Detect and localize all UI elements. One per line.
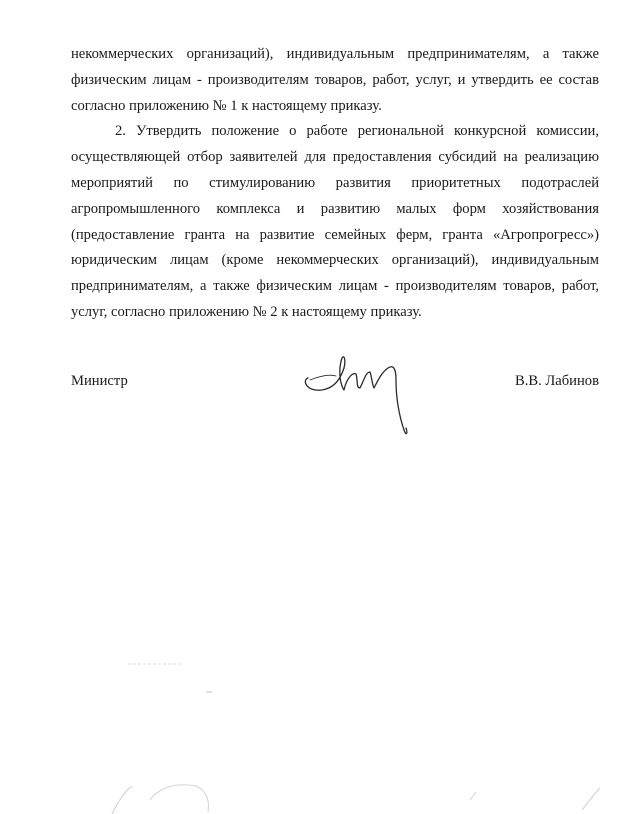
document-body	[71, 42, 599, 326]
signatory-position: Министр	[71, 373, 128, 389]
paragraph-continuation: некоммерческих организаций), индивидуальным предпринимателям, а также физическим лицам - производителям товаров, работ, услуг, и утвердить ее состав согласно приложению № 1 к настоящему приказу.	[71, 46, 599, 114]
scan-artifacts	[0, 640, 640, 814]
signatory-name: В.В. Лабинов	[514, 373, 599, 389]
handwritten-signature-icon	[300, 350, 420, 450]
paragraph-item-2: 2. Утвердить положение о работе региональной конкурсной комиссии, осуществляющей отбор заявителей для предоставления субсидий на реализацию мероприятий по стимулированию развития приоритетных подотраслей агропромышленного комплекса и развитию малых форм хозяйствования (предоставление гранта на развитие семейных ферм, гранта «Агропрогресс») юридическим лицам (кроме некоммерческих организаций), индивидуальным предпринимателям, а также физическим лицам - производителям товаров, работ, услуг, согласно приложению № 2 к настоящему приказу.	[71, 123, 599, 320]
